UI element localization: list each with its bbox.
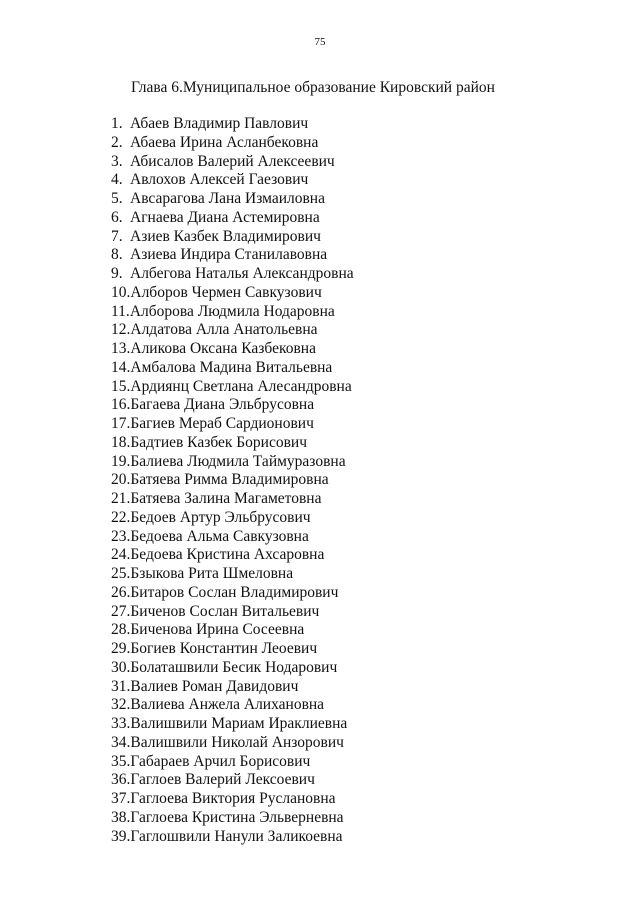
list-item-name: Валиев Роман Давидович xyxy=(130,677,299,695)
list-item-number: 34. xyxy=(111,733,131,751)
list-item-name: Абаева Ирина Асланбековна xyxy=(130,133,319,151)
list-item xyxy=(111,621,354,640)
list-item-number: 6. xyxy=(111,208,123,226)
list-item xyxy=(111,265,354,284)
list-item-name: Албегова Наталья Александровна xyxy=(130,265,354,282)
list-item-name: Биченова Ирина Сосеевна xyxy=(130,621,305,639)
list-item xyxy=(111,415,354,434)
list-item-number: 12. xyxy=(111,321,131,339)
list-item-name: Бедоева Альма Савкузовна xyxy=(130,527,309,545)
list-item xyxy=(111,828,354,847)
list-item-name: Битаров Сослан Владимирович xyxy=(130,583,339,601)
list-item-number: 23. xyxy=(111,527,131,545)
list-item-number: 22. xyxy=(111,508,131,526)
list-item-name: Гаглоев Валерий Лексоевич xyxy=(130,771,315,789)
list-item xyxy=(111,284,354,303)
list-item xyxy=(111,584,354,603)
list-item xyxy=(111,565,354,584)
list-item-name: Алборов Чермен Савкузович xyxy=(130,283,322,301)
list-item-number: 33. xyxy=(111,715,131,732)
list-item-number: 2. xyxy=(111,133,123,151)
list-item-number: 4. xyxy=(111,171,123,189)
list-item-number: 28. xyxy=(111,621,131,639)
list-item-name: Габараев Арчил Борисович xyxy=(130,752,311,770)
list-item-name: Алборова Людмила Нодаровна xyxy=(129,302,335,320)
list-item xyxy=(111,753,354,772)
list-item-number: 5. xyxy=(111,190,123,207)
list-item-number: 18. xyxy=(111,433,131,451)
list-item-name: Болаташвили Бесик Нодарович xyxy=(130,658,338,676)
list-item-name: Гаглошвили Нанули Заликоевна xyxy=(130,827,343,845)
list-item xyxy=(111,321,354,340)
list-item-number: 7. xyxy=(111,227,123,245)
list-item-name: Валишвили Николай Анзорович xyxy=(130,733,344,751)
list-item xyxy=(111,734,354,753)
list-item-name: Абисалов Валерий Алексеевич xyxy=(130,152,335,170)
list-item xyxy=(111,640,354,659)
list-item-name: Богиев Константин Леоевич xyxy=(130,640,318,657)
list-item-number: 10. xyxy=(111,283,131,301)
list-item-name: Авлохов Алексей Гаезович xyxy=(130,171,309,189)
list-item-name: Ардиянц Светлана Алесандровна xyxy=(130,377,352,395)
list-item-number: 1. xyxy=(111,115,123,132)
list-item-name: Агнаева Диана Астемировна xyxy=(130,208,320,226)
list-item xyxy=(111,378,354,397)
list-item-number: 9. xyxy=(111,265,123,282)
list-item-number: 32. xyxy=(111,696,131,714)
list-item-name: Бзыкова Рита Шмеловна xyxy=(130,565,294,582)
list-item xyxy=(111,603,354,622)
list-item-name: Гаглоева Кристина Эльверневна xyxy=(130,808,344,826)
list-item-name: Абаев Владимир Павлович xyxy=(130,115,309,132)
list-item-number: 20. xyxy=(111,471,131,489)
list-item-name: Гаглоева Виктория Руслановна xyxy=(130,790,336,807)
list-item xyxy=(111,771,354,790)
list-item-number: 24. xyxy=(111,546,131,564)
list-item xyxy=(111,490,354,509)
list-item-number: 21. xyxy=(111,490,131,507)
list-item xyxy=(111,228,354,247)
list-item-number: 36. xyxy=(111,771,131,789)
list-item xyxy=(111,659,354,678)
list-item xyxy=(111,134,354,153)
list-item-number: 16. xyxy=(111,396,131,414)
list-item xyxy=(111,790,354,809)
list-item xyxy=(111,209,354,228)
list-item-name: Аликова Оксана Казбековна xyxy=(130,340,316,357)
list-item-name: Амбалова Мадина Витальевна xyxy=(130,358,333,376)
list-item xyxy=(111,340,354,359)
list-item-name: Батяева Римма Владимировна xyxy=(130,471,329,489)
list-item-number: 37. xyxy=(111,790,131,807)
list-item-name: Биченов Сослан Витальевич xyxy=(130,602,320,620)
list-item-number: 15. xyxy=(111,377,131,395)
list-item xyxy=(111,171,354,190)
list-item-number: 25. xyxy=(111,565,131,582)
list-item-name: Валиева Анжела Алихановна xyxy=(130,696,325,714)
list-item xyxy=(111,678,354,697)
list-item-name: Валишвили Мариам Ираклиевна xyxy=(130,715,348,732)
list-item-name: Батяева Залина Магаметовна xyxy=(130,490,322,507)
list-item-name: Авсарагова Лана Измаиловна xyxy=(130,190,325,207)
list-item-name: Азиева Индира Станилавовна xyxy=(130,246,328,264)
list-item-number: 26. xyxy=(111,583,131,601)
list-item-number: 39. xyxy=(111,827,131,845)
list-item xyxy=(111,471,354,490)
list-item-number: 14. xyxy=(111,358,131,376)
list-item xyxy=(111,696,354,715)
list-item xyxy=(111,359,354,378)
list-item xyxy=(111,396,354,415)
list-item-number: 8. xyxy=(111,246,123,264)
list-item-name: Бедоева Кристина Ахсаровна xyxy=(130,546,325,564)
page-number: 75 xyxy=(314,36,326,48)
list-item-number: 30. xyxy=(111,658,131,676)
list-item xyxy=(111,153,354,172)
list-item xyxy=(111,715,354,734)
list-item-number: 11. xyxy=(111,302,130,320)
list-item xyxy=(111,546,354,565)
list-item-number: 13. xyxy=(111,340,131,357)
name-list xyxy=(111,115,354,846)
list-item-number: 27. xyxy=(111,602,131,620)
list-item xyxy=(111,528,354,547)
list-item xyxy=(111,453,354,472)
list-item-number: 31. xyxy=(111,677,131,695)
list-item-number: 29. xyxy=(111,640,131,657)
list-item-number: 35. xyxy=(111,752,131,770)
chapter-title: Глава 6.Муниципальное образование Кировский район xyxy=(131,79,495,96)
list-item-name: Багиев Мераб Сардионович xyxy=(130,415,314,432)
list-item xyxy=(111,809,354,828)
list-item-number: 17. xyxy=(111,415,131,432)
list-item-name: Балиева Людмила Таймуразовна xyxy=(130,452,346,470)
list-item xyxy=(111,434,354,453)
list-item xyxy=(111,190,354,209)
list-item-name: Багаева Диана Эльбрусовна xyxy=(130,396,315,414)
list-item xyxy=(111,509,354,528)
list-item-number: 19. xyxy=(111,452,131,470)
list-item xyxy=(111,246,354,265)
list-item-name: Бадтиев Казбек Борисович xyxy=(130,433,308,451)
list-item-name: Бедоев Артур Эльбрусович xyxy=(130,508,311,526)
list-item-number: 38. xyxy=(111,808,131,826)
list-item-name: Азиев Казбек Владимирович xyxy=(130,227,321,245)
list-item xyxy=(111,303,354,322)
list-item-name: Алдатова Алла Анатольевна xyxy=(130,321,318,339)
list-item xyxy=(111,115,354,134)
list-item-number: 3. xyxy=(111,152,123,170)
